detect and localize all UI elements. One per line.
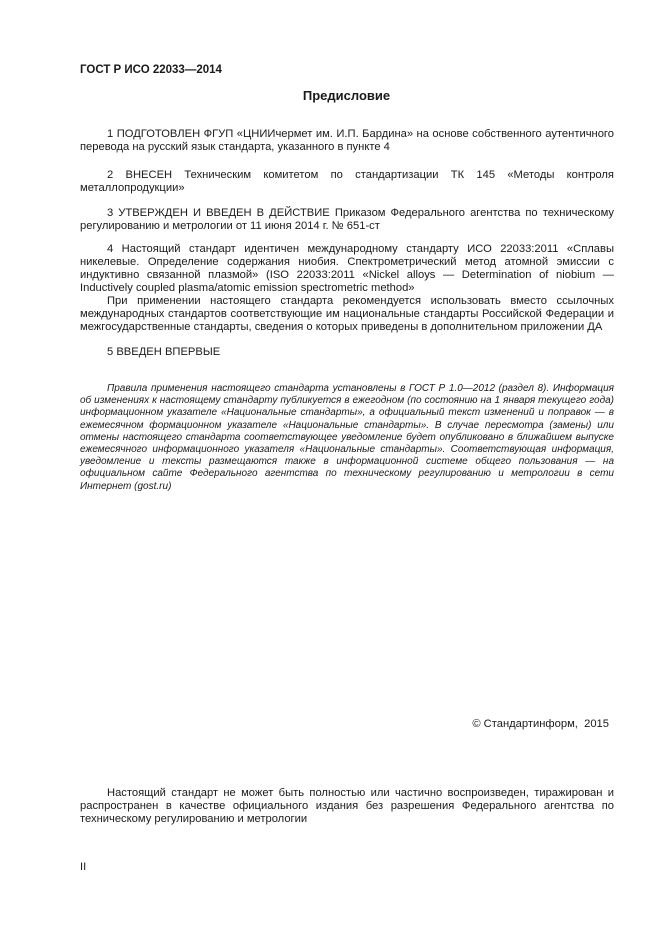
page-title: Предисловие xyxy=(302,88,391,103)
foreword-item-4-note: При применении настоящего стандарта рекомендуется использовать вместо ссылочных международных стандартов соответствующие им национальные стандарты Российской Федерации и межгосударственные стандарты, сведения о которых приведены в дополнительном приложении ДА xyxy=(80,295,614,333)
foreword-item-4 xyxy=(80,243,614,334)
foreword-item-2 xyxy=(80,169,614,195)
foreword-item-3 xyxy=(80,207,614,233)
reproduction-notice-text: Настоящий стандарт не может быть полностью или частично воспроизведен, тиражирован и распространен в качестве официального издания без разрешения Федерального агентства по техническому регулированию и метрологии xyxy=(80,787,614,825)
foreword-item-2-text: 2 ВНЕСЕН Техническим комитетом по стандартизации ТК 145 «Методы контроля металлопродукции» xyxy=(80,169,614,194)
foreword-item-1-text: 1 ПОДГОТОВЛЕН ФГУП «ЦНИИчермет им. И.П. Бардина» на основе собственного аутентичного перевода на русский язык стандарта, указанного в пункте 4 xyxy=(80,128,614,153)
page-number: II xyxy=(80,861,87,873)
standard-usage-notice-text: Правила применения настоящего стандарта установлены в ГОСТ Р 1.0—2012 (раздел 8). Информация об изменениях к настоящему стандарту публикуется в ежегодном (по состоянию на 1 января текущего года) информационном указателе «Национальные стандарты», а официальный текст изменений и поправок — в ежемесячном формационном указателе «Национальные стандарты». В случае пересмотра (замены) или отмены настоящего стандарта соответствующее уведомление будет опубликовано в ближайшем выпуске ежемесячного информационного указателя «Национальные стандарты». Соответствующая информация, уведомление и тексты размещаются также в информационной системе общего пользования — на официальном сайте Федерального агентства по техническому регулированию и метрологии в сети Интернет (gost.ru) xyxy=(80,383,614,492)
reproduction-notice xyxy=(80,787,614,826)
foreword-item-3-text: 3 УТВЕРЖДЕН И ВВЕДЕН В ДЕЙСТВИЕ Приказом Федерального агентства по техническому регулированию и метрологии от 11 июня 2014 г. № 651-ст xyxy=(80,207,614,232)
foreword-item-5 xyxy=(80,346,614,359)
foreword-item-1 xyxy=(80,128,614,154)
foreword-item-5-text: 5 ВВЕДЕН ВПЕРВЫЕ xyxy=(107,346,221,358)
foreword-item-4-text: 4 Настоящий стандарт идентичен международному стандарту ИСО 22033:2011 «Сплавы никелевые. Определение содержания ниобия. Спектрометрический метод атомной эмиссии с индуктивно связанной плазмой» (ISO 22033:2011 «Nickel alloys — Determination of niobium —Inductively coupled plasma/atomic emission spectrometric method» xyxy=(80,243,614,294)
document-code: ГОСТ Р ИСО 22033—2014 xyxy=(80,64,222,76)
standard-usage-notice xyxy=(80,383,614,493)
copyright: © Стандартинформ, 2015 xyxy=(472,718,609,730)
